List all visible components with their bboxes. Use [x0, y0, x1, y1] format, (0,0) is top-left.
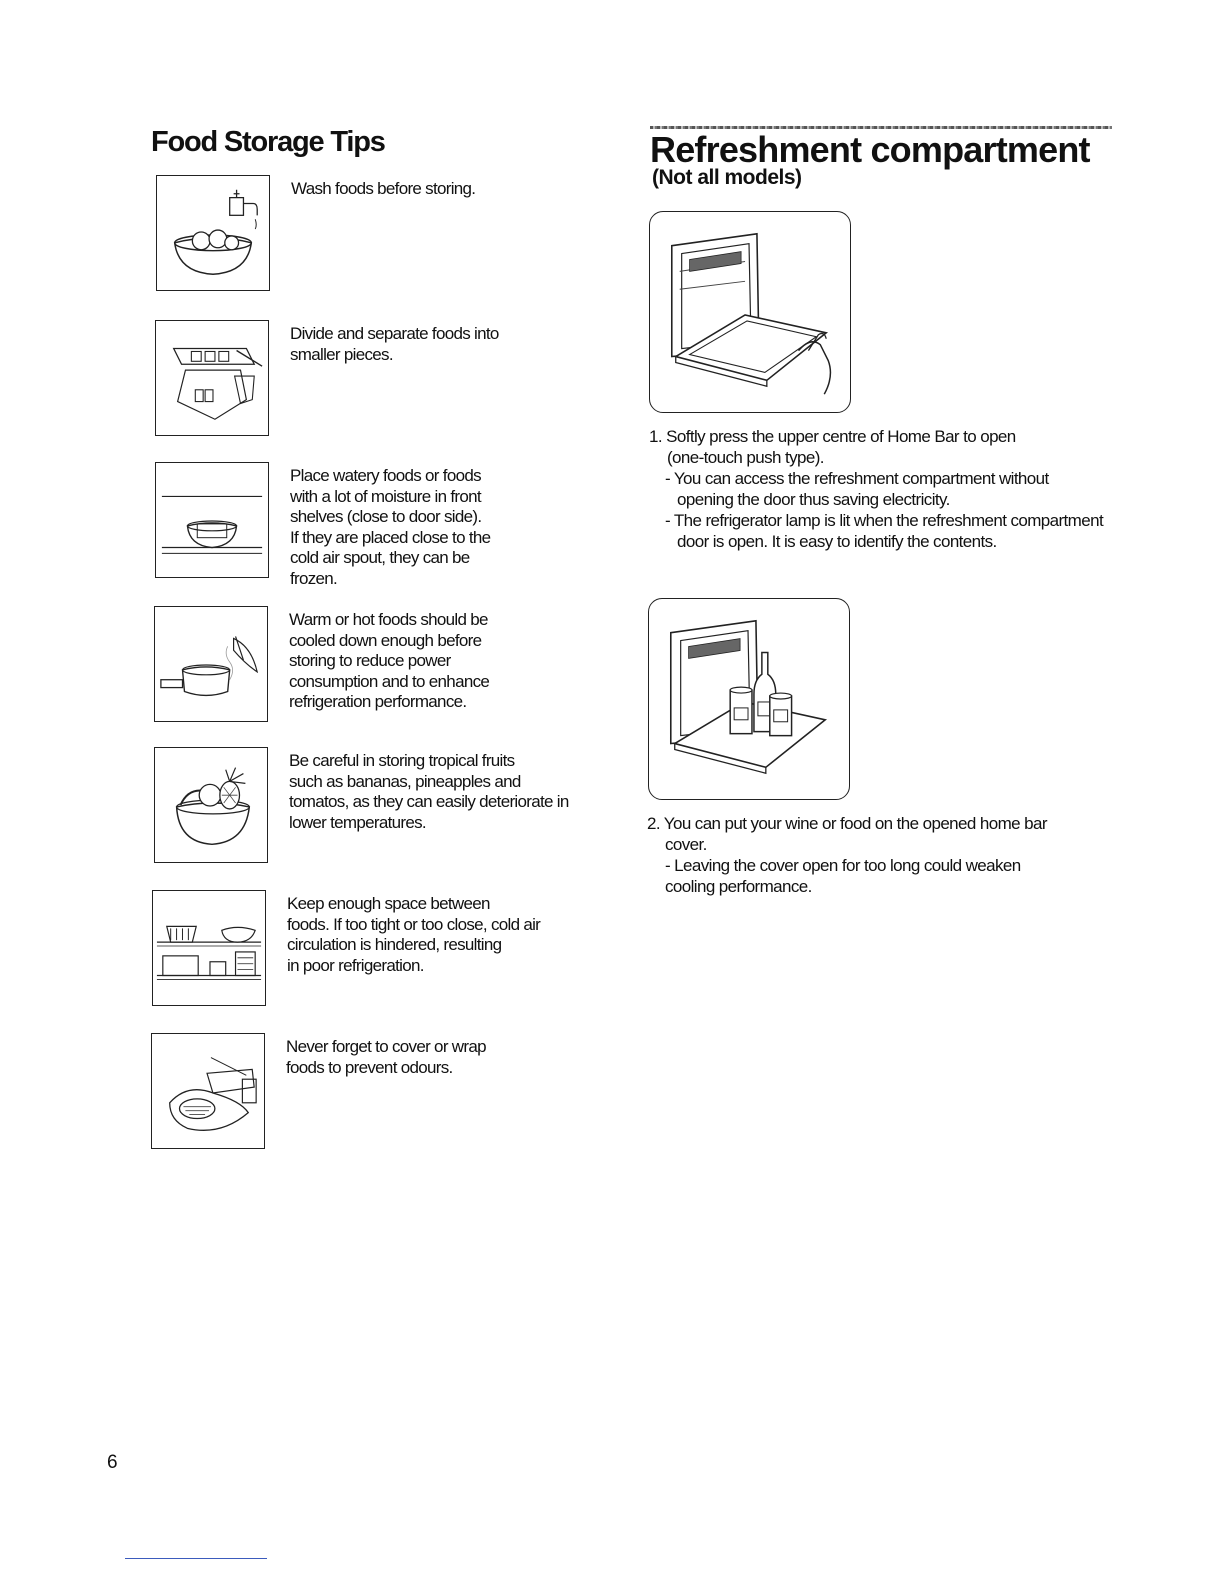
step-1-continued: (one-touch push type). — [667, 448, 824, 467]
step-1-main: 1. Softly press the upper centre of Home Bar to open — [649, 427, 1016, 446]
spaced-shelves-icon — [152, 890, 266, 1006]
section-subtitle: (Not all models) — [652, 166, 802, 189]
tip-text: Be careful in storing tropical fruits such as bananas, pineapples and tomatos, as they can easily deteriorate in lower temperatures. — [289, 751, 569, 832]
cutting-board-icon — [155, 320, 269, 436]
step-1-bullet: - You can access the refreshment compartment without opening the door thus saving electricity. — [665, 469, 1049, 509]
hot-pot-icon — [154, 606, 268, 722]
tip-text: Divide and separate foods into smaller pieces. — [290, 324, 499, 364]
home-bar-bottle-illustration — [648, 598, 850, 800]
tip-space-between-foods — [152, 890, 772, 1010]
fruit-bowl-icon — [154, 747, 268, 863]
wrap-food-icon — [151, 1033, 265, 1149]
page-title-food-storage-tips: Food Storage Tips — [151, 126, 385, 158]
step-1 — [649, 426, 1109, 552]
shelf-bowl-icon — [155, 462, 269, 578]
step-1-bullet: - The refrigerator lamp is lit when the refreshment compartment door is open. It is easy to identify the contents. — [665, 511, 1104, 551]
tip-text: Never forget to cover or wrap foods to prevent odours. — [286, 1037, 486, 1077]
tip-cover-foods — [151, 1033, 771, 1153]
home-bar-opening-illustration — [649, 211, 851, 413]
step-2 — [647, 813, 1107, 897]
section-title-refreshment-compartment: Refreshment compartment — [650, 129, 1090, 170]
tip-text: Place watery foods or foods with a lot of moisture in front shelves (close to door side). If they are placed close to the cold air spout, they can be frozen. — [290, 466, 491, 588]
tip-text: Wash foods before storing. — [291, 179, 476, 198]
tip-text: Warm or hot foods should be cooled down enough before storing to reduce power consumption and to enhance refrigeration performance. — [289, 610, 490, 711]
page-number: 6 — [107, 1452, 118, 1473]
step-2-bullet: - Leaving the cover open for too long could weaken cooling performance. — [665, 856, 1021, 896]
step-2-continued: cover. — [665, 835, 707, 854]
step-2-main: 2. You can put your wine or food on the opened home bar — [647, 814, 1047, 833]
tip-text: Keep enough space between foods. If too tight or too close, cold air circulation is hindered, resulting in poor refrigeration. — [287, 894, 541, 975]
washing-bowl-icon — [156, 175, 270, 291]
footer-rule — [125, 1558, 267, 1559]
